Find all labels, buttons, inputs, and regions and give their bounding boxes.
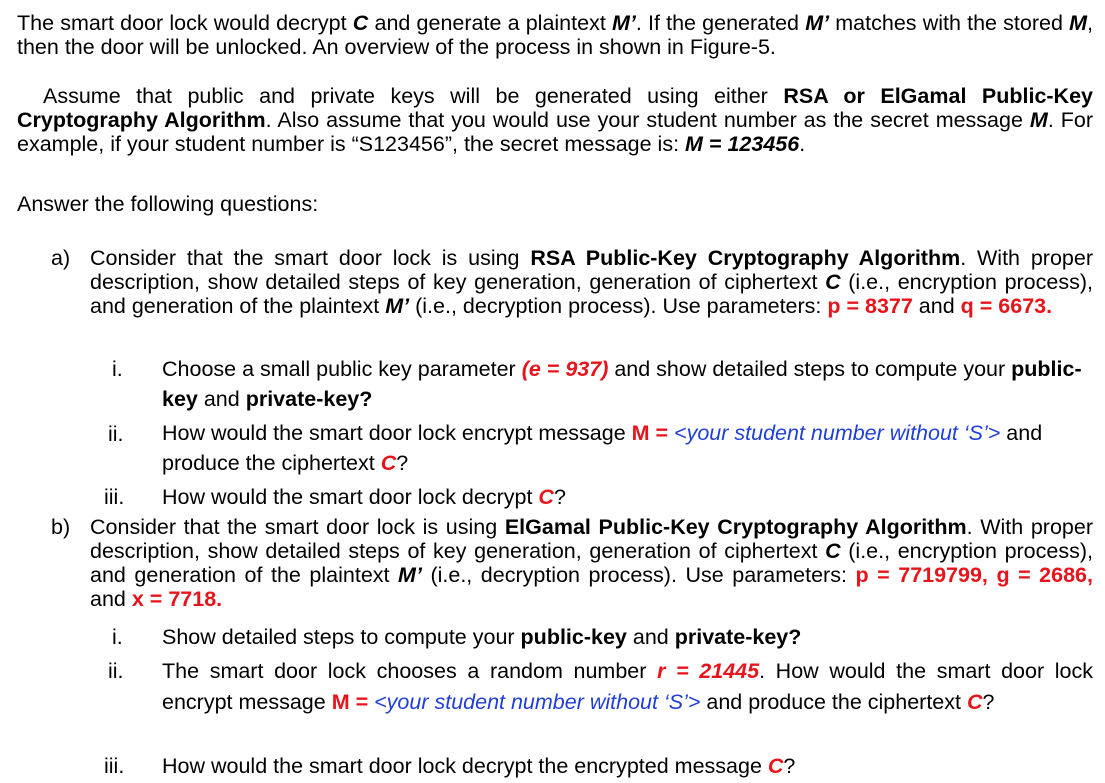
text: (i.e., decryption process). Use parameters: (409, 294, 828, 318)
text: and (626, 625, 675, 649)
message-symbol: M = (331, 690, 375, 714)
cipher-symbol: C (825, 270, 841, 294)
item-b-i-text (162, 625, 801, 649)
text: ? (396, 451, 409, 475)
item-b-iii-text (162, 754, 795, 778)
text: How would the smart door lock decrypt the encrypted message (162, 754, 768, 778)
text: Assume that public and private keys will be generated using either (43, 84, 784, 108)
text: (i.e., encryption process), and generation of the plaintext (90, 539, 1093, 587)
item-a-iii-marker: iii. (104, 485, 125, 509)
algorithm-name: ElGamal Public-Key Cryptography Algorithm (504, 515, 967, 539)
message-symbol: M (1069, 11, 1088, 35)
plaintext-symbol: M’ (805, 11, 830, 35)
text: . With proper description, show detailed steps of key generation, generation of ciphertext (90, 515, 1093, 563)
text: . If the generated (635, 11, 806, 35)
algorithm-name: RSA or ElGamal Public-Key Cryptography Algorithm (17, 84, 1094, 132)
text: . How would the smart door lock encrypt message (162, 659, 1093, 714)
text: and produce the ciphertext (700, 690, 967, 714)
text: and (90, 587, 132, 611)
private-key-term: private-key? (245, 387, 373, 411)
text: Choose a small public key parameter (162, 357, 522, 381)
question-a-marker: a) (51, 246, 71, 270)
text: The smart door lock chooses a random number (162, 659, 658, 683)
text: and produce the ciphertext (162, 421, 1043, 475)
item-a-ii-text (162, 418, 1093, 478)
text: The smart door lock would decrypt (17, 11, 353, 35)
text: Show detailed steps to compute your (162, 625, 521, 649)
item-a-i-marker: i. (112, 357, 123, 381)
example-message: M = 123456 (685, 132, 800, 156)
text: and show detailed steps to compute your (608, 357, 1012, 381)
instruction-text: Answer the following questions: (17, 192, 319, 216)
text: matches with the stored (829, 11, 1070, 35)
text: , then the door will be unlocked. An overview of the process in shown in Figure-5. (17, 11, 1093, 59)
cipher-symbol: C (825, 539, 841, 563)
question-b-text (90, 515, 1093, 611)
paragraph-assumptions (17, 84, 1093, 156)
algorithm-name: RSA Public-Key Cryptography Algorithm (530, 246, 961, 270)
plaintext-symbol: M’ (398, 563, 422, 587)
param-x: x = 7718. (131, 587, 223, 611)
item-b-ii-text (162, 656, 1093, 718)
item-a-iii-text (162, 485, 566, 509)
text: How would the smart door lock encrypt message (162, 421, 632, 445)
param-q: q = 6673. (960, 294, 1053, 318)
public-key-term: public-key (162, 357, 1082, 411)
message-symbol: M (1029, 108, 1048, 132)
question-b-marker: b) (51, 515, 71, 539)
text: Consider that the smart door lock is using (90, 515, 505, 539)
param-e: (e = 937) (521, 357, 609, 381)
text: How would the smart door lock decrypt (162, 485, 539, 509)
param-p-g: p = 7719799, g = 2686, (855, 563, 1093, 587)
text: ? (553, 485, 566, 509)
param-r: r = 21445 (657, 659, 760, 683)
plaintext-symbol: M’ (611, 11, 636, 35)
cipher-symbol: C (380, 451, 397, 475)
text: Consider that the smart door lock is using (90, 246, 531, 270)
item-b-iii-marker: iii. (104, 754, 125, 778)
student-number-placeholder: <your student number without ‘S’> (374, 690, 701, 714)
private-key-term: private-key? (674, 625, 802, 649)
text: (i.e., decryption process). Use parameters: (421, 563, 856, 587)
text: and (912, 294, 961, 318)
cipher-symbol: C (767, 754, 784, 778)
text: . Also assume that you would use your student number as the secret message (265, 108, 1030, 132)
text: and (197, 387, 246, 411)
text: (i.e., encryption process), and generation of the plaintext (90, 270, 1093, 318)
public-key-term: public-key (520, 625, 627, 649)
paragraph-process-overview (17, 11, 1093, 59)
param-p: p = 8377 (827, 294, 913, 318)
item-b-i-marker: i. (112, 625, 123, 649)
item-a-i-text (162, 354, 1093, 414)
cipher-symbol: C (966, 690, 983, 714)
text: ? (982, 690, 995, 714)
question-a-text (90, 246, 1093, 318)
item-b-ii-marker: ii. (108, 659, 124, 683)
text: . With proper description, show detailed steps of key generation, generation of ciphertext (90, 246, 1093, 294)
text: . For example, if your student number is “S123456”, the secret message is: (17, 108, 1093, 156)
student-number-placeholder: <your student number without ‘S’> (674, 421, 1001, 445)
text: . (799, 132, 806, 156)
message-symbol: M = (631, 421, 675, 445)
cipher-symbol: C (538, 485, 554, 509)
plaintext-symbol: M’ (385, 294, 410, 318)
text: ? (783, 754, 796, 778)
text: and generate a plaintext (368, 11, 612, 35)
cipher-symbol: C (352, 11, 369, 35)
item-a-ii-marker: ii. (108, 422, 124, 446)
